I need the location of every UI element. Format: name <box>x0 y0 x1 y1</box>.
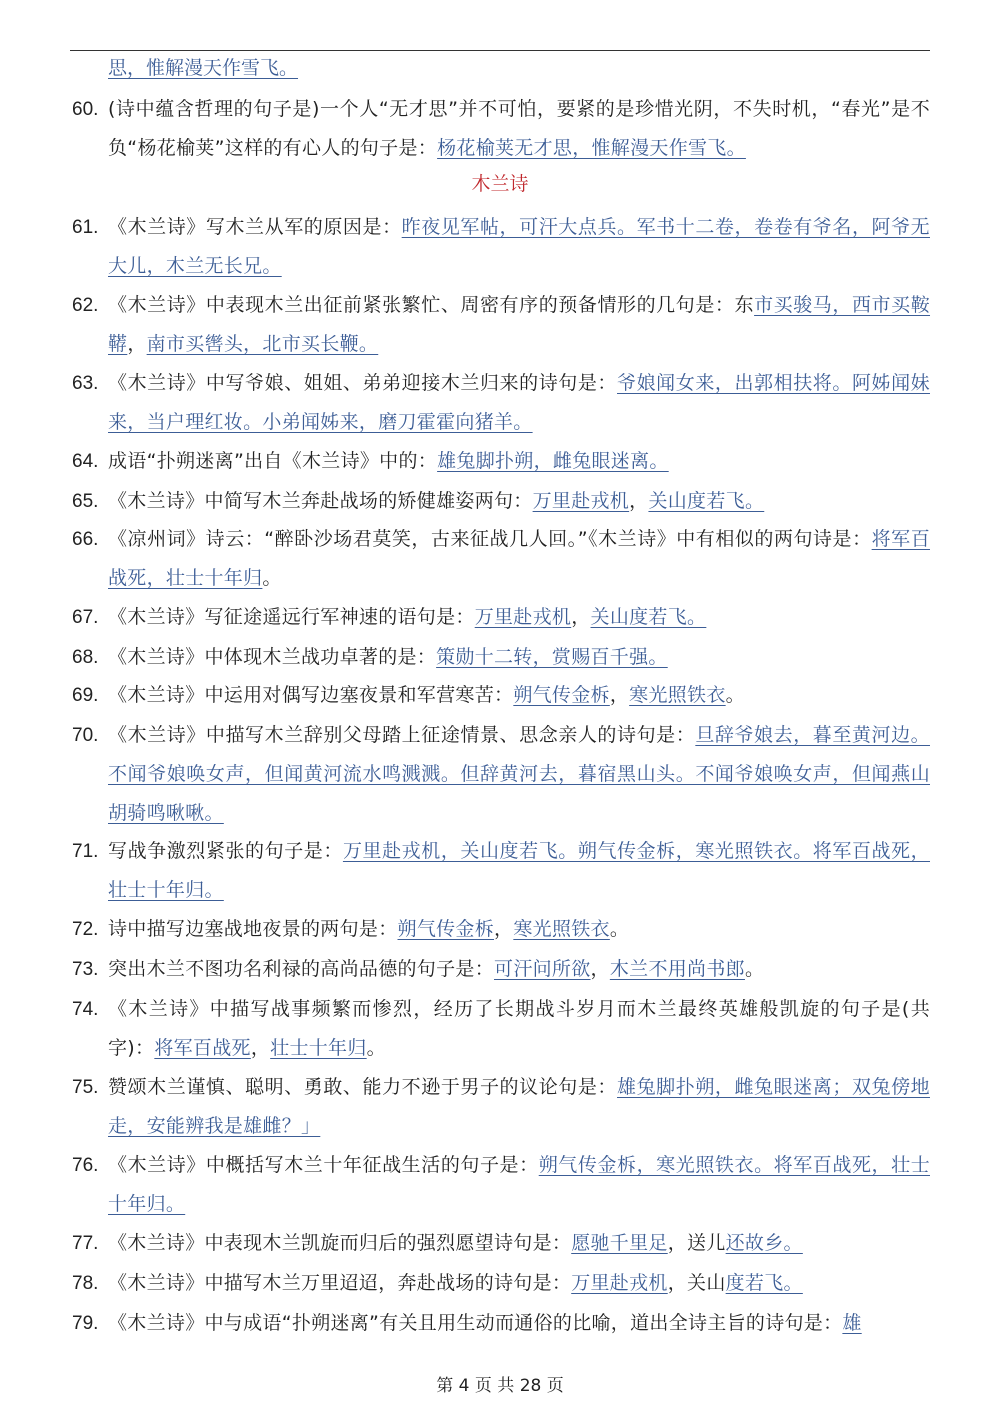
question-number: 63. <box>72 373 99 394</box>
prompt-text: (诗中蕴含哲理的句子是)一个人“无才思”并不可怕，要紧的是珍惜光阴，不失时机，“春光”是不负“杨花榆荚”这样的有心人的句子是： <box>108 98 930 159</box>
header-rule <box>70 50 930 51</box>
question-number: 73. <box>72 959 99 980</box>
answer-text: 杨花榆荚无才思，惟解漫天作雪飞。 <box>437 137 746 159</box>
question-text <box>108 482 930 521</box>
answer-text: 朔气传金柝 <box>397 918 495 940</box>
question-number: 69. <box>72 685 99 706</box>
continuation-line <box>108 52 930 84</box>
question-text <box>108 638 930 677</box>
question-number: 66. <box>72 529 99 550</box>
prompt-text: 。 <box>262 567 282 589</box>
question-text <box>108 90 930 168</box>
prompt-text: ， <box>494 918 514 940</box>
answer-text: 壮士十年归 <box>270 1037 367 1059</box>
question-number: 65. <box>72 491 99 512</box>
answer-text: 可汗问所欲 <box>494 958 591 980</box>
question-number: 64. <box>72 451 99 472</box>
answer-text: 愿驰千里足 <box>571 1232 668 1254</box>
prompt-text: 《木兰诗》中表现木兰凯旋而归后的强烈愿望诗句是： <box>108 1232 572 1254</box>
question-number: 78. <box>72 1273 99 1294</box>
question-number: 76. <box>72 1155 99 1176</box>
question-number: 68. <box>72 647 99 668</box>
question-text <box>108 442 930 481</box>
answer-text: 将军百战死，壮士十年归 <box>108 528 930 589</box>
question-number: 72. <box>72 919 99 940</box>
question-text <box>108 208 930 286</box>
answer-text: 寒光照铁衣 <box>629 684 726 706</box>
answer-text: 策勋十二转，赏赐百千强。 <box>436 646 668 668</box>
prompt-text: 赞颂木兰谨慎、聪明、勇敢、能力不逊于男子的议论句是： <box>108 1076 618 1098</box>
prompt-text: ， <box>571 606 591 628</box>
prompt-text: ，送儿 <box>667 1232 726 1254</box>
prompt-text: 成语“扑朔迷离”出自《木兰诗》中的： <box>108 450 438 472</box>
prompt-text: 。 <box>366 1037 386 1059</box>
question-number: 79. <box>72 1313 99 1334</box>
prompt-text: 《凉州词》诗云：“醉卧沙场君莫笑，古来征战几人回。”《木兰诗》中有相似的两句诗是： <box>108 528 872 550</box>
answer-text: 万里赴戎机 <box>532 490 630 512</box>
question-text <box>108 598 930 637</box>
prompt-text: ， <box>250 1037 271 1059</box>
answer-text: 市买骏马，西市买鞍鞯 <box>108 294 931 355</box>
answer-text: 朔气传金柝，寒光照铁衣。将军百战死，壮士十年归。 <box>108 1154 930 1215</box>
prompt-text: 诗中描写边塞战地夜景的两句是： <box>108 918 398 940</box>
prompt-text: 《木兰诗》中与成语“扑朔迷离”有关且用生动而通俗的比喻，道出全诗主旨的诗句是： <box>108 1312 843 1334</box>
prompt-text: ， <box>609 684 630 706</box>
answer-text: 万里赴戎机 <box>571 1272 668 1294</box>
prompt-text: ， <box>629 490 649 512</box>
prompt-text: 《木兰诗》中描写战事频繁而惨烈，经历了长期战斗岁月而木兰最终英雄般凯旋的句子是(共字)： <box>108 998 930 1059</box>
question-text <box>108 1146 930 1224</box>
question-number: 61. <box>72 217 99 238</box>
prompt-text: 《木兰诗》中运用对偶写边塞夜景和军营寒苦： <box>108 684 514 706</box>
question-number: 60. <box>72 99 99 120</box>
answer-text: 朔气传金柝 <box>513 684 610 706</box>
answer-text: 昨夜见军帖，可汗大点兵。军书十二卷，卷卷有爷名，阿爷无大儿，木兰无长兄。 <box>108 216 930 277</box>
question-text <box>108 950 930 989</box>
prompt-text: 《木兰诗》中描写木兰万里迢迢，奔赴战场的诗句是： <box>108 1272 572 1294</box>
prompt-text: ， <box>590 958 610 980</box>
question-number: 77. <box>72 1233 99 1254</box>
prompt-text: ，关山 <box>667 1272 726 1294</box>
prompt-text: 写战争激烈紧张的句子是： <box>108 840 343 862</box>
question-text <box>108 676 930 715</box>
answer-text: 雄兔脚扑朔，雌兔眼迷离。 <box>437 450 669 472</box>
answer-text: 思，惟解漫天作雪飞。 <box>108 57 299 79</box>
question-text <box>108 364 930 442</box>
question-number: 62. <box>72 295 99 316</box>
prompt-text: 《木兰诗》写木兰从军的原因是： <box>108 216 402 238</box>
answer-text: 度若飞。 <box>725 1272 803 1294</box>
prompt-text: 《木兰诗》写征途遥远行军神速的语句是： <box>108 606 475 628</box>
answer-text: 南市买辔头，北市买长鞭。 <box>146 333 379 355</box>
prompt-text: 。 <box>609 918 630 940</box>
question-text <box>108 990 930 1068</box>
question-number: 67. <box>72 607 99 628</box>
prompt-text: 《木兰诗》中概括写木兰十年征战生活的句子是： <box>108 1154 539 1176</box>
answer-text: 木兰不用尚书郎 <box>609 958 745 980</box>
answer-text: 旦辞爷娘去，暮至黄河边。不闻爷娘唤女声，但闻黄河流水鸣溅溅。但辞黄河去，暮宿黑山头。不闻爷娘唤女声，但闻燕山胡骑鸣啾啾。 <box>108 724 930 824</box>
prompt-text: 《木兰诗》中表现木兰出征前紧张繁忙、周密有序的预备情形的几句是：东 <box>108 294 755 316</box>
question-text <box>108 1304 930 1343</box>
answer-text: 关山度若飞。 <box>648 490 765 512</box>
prompt-text: 《木兰诗》中描写木兰辞别父母踏上征途情景、思念亲人的诗句是： <box>108 724 696 746</box>
answer-text: 万里赴戎机 <box>474 606 572 628</box>
question-text <box>108 520 930 598</box>
question-text <box>108 910 930 949</box>
answer-text: 将军百战死 <box>154 1037 251 1059</box>
prompt-text: ， <box>127 333 147 355</box>
question-number: 70. <box>72 725 99 746</box>
question-text <box>108 1224 930 1263</box>
question-text <box>108 286 930 364</box>
question-text <box>108 1068 930 1146</box>
question-text <box>108 832 930 910</box>
prompt-text: 。 <box>725 684 745 706</box>
prompt-text: 《木兰诗》中体现木兰战功卓著的是： <box>108 646 437 668</box>
question-number: 74. <box>72 999 99 1020</box>
answer-text: 还故乡。 <box>725 1232 803 1254</box>
page-footer: 第 4 页 共 28 页 <box>436 1376 564 1396</box>
question-number: 71. <box>72 841 99 862</box>
question-text <box>108 1264 930 1303</box>
prompt-text: 。 <box>744 958 765 980</box>
answer-text: 寒光照铁衣 <box>513 918 610 940</box>
answer-text: 万里赴戎机，关山度若飞。朔气传金柝，寒光照铁衣。将军百战死，壮士十年归。 <box>108 840 930 901</box>
answer-text: 爷娘闻女来，出郭相扶将。阿姊闻妹来，当户理红妆。小弟闻姊来，磨刀霍霍向猪羊。 <box>108 372 930 433</box>
section-title: 木兰诗 <box>471 173 529 195</box>
prompt-text: 《木兰诗》中写爷娘、姐姐、弟弟迎接木兰归来的诗句是： <box>108 372 618 394</box>
answer-text: 关山度若飞。 <box>590 606 707 628</box>
answer-text: 雄 <box>842 1312 862 1334</box>
prompt-text: 《木兰诗》中简写木兰奔赴战场的矫健雄姿两句： <box>108 490 533 512</box>
question-number: 75. <box>72 1077 99 1098</box>
prompt-text: 突出木兰不图功名利禄的高尚品德的句子是： <box>108 958 495 980</box>
answer-text: 雄兔脚扑朔，雌兔眼迷离；双兔傍地走，安能辨我是雄雌？」 <box>108 1076 930 1137</box>
question-text <box>108 716 930 833</box>
